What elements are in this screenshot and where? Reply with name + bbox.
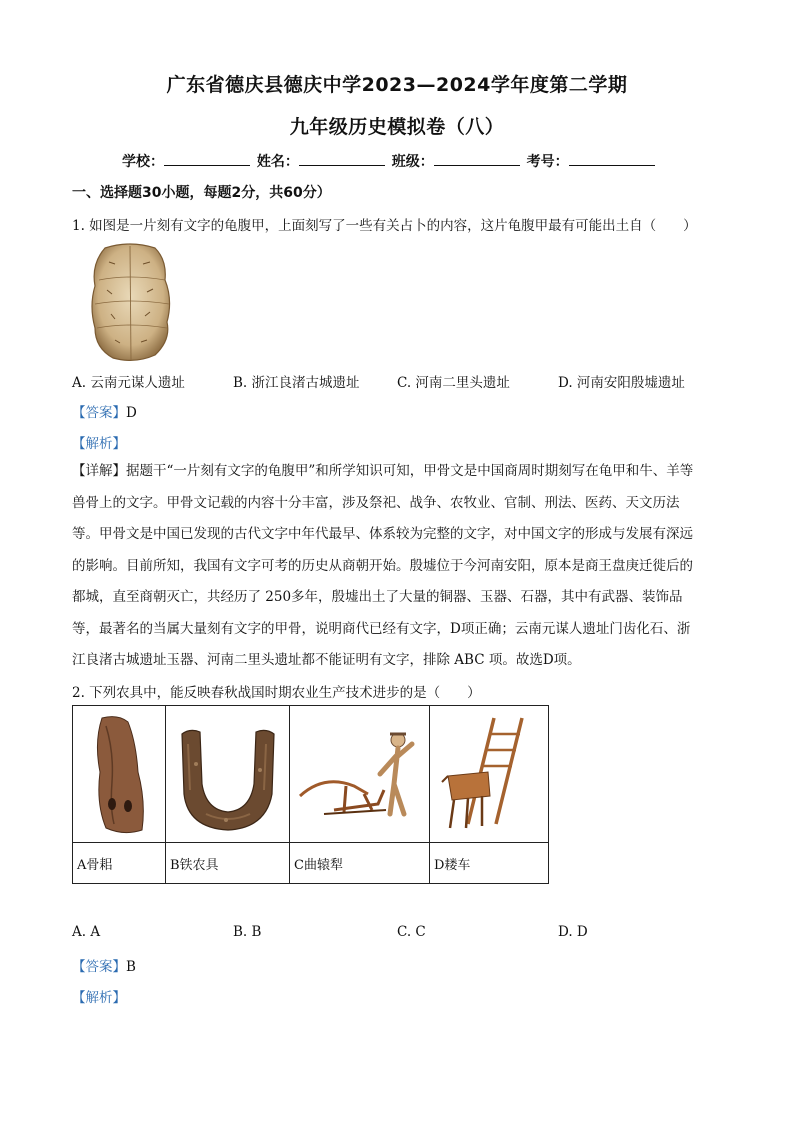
exam-number-blank[interactable] — [569, 153, 655, 166]
q2-option-a[interactable]: A. A — [72, 924, 101, 940]
q2-analysis-label: 【解析】 — [72, 990, 126, 1006]
q1-option-c[interactable]: C. 河南二里头遗址 — [397, 375, 510, 391]
curved-plough-icon — [294, 714, 426, 834]
student-info-line — [122, 151, 682, 171]
q1-option-d[interactable]: D. 河南安阳殷墟遗址 — [558, 375, 685, 391]
detail-line: 等，最著名的当属大量刻有文字的甲骨，说明商代已经有文字，D项正确；云南元谋人遗址门齿化石、浙 — [72, 620, 691, 637]
q1-analysis-label: 【解析】 — [72, 436, 126, 452]
answer-label: 【答案】 — [72, 405, 126, 421]
q2-option-d[interactable]: D. D — [558, 924, 588, 940]
exam-title-line2: 九年级历史模拟卷（八） — [289, 116, 505, 138]
name-field-label: 姓名： — [256, 154, 299, 170]
turtle-plastron-icon — [85, 240, 175, 365]
exam-number-field-label: 考号： — [526, 154, 569, 170]
q1-answer — [72, 401, 722, 421]
name-blank[interactable] — [299, 153, 385, 166]
q2-option-c[interactable]: C. C — [397, 924, 426, 940]
tool-caption: B铁农具 — [166, 843, 290, 884]
tool-image-cell — [73, 706, 166, 843]
tool-image-cell — [290, 706, 430, 843]
q2-tools-table — [72, 705, 549, 884]
tool-image-cell — [430, 706, 549, 843]
iron-tool-icon — [176, 714, 280, 834]
detail-line: 【详解】据题干“一片刻有文字的龟腹甲”和所学知识可知，甲骨文是中国商周时期刻写在龟甲和牛、羊等 — [72, 463, 694, 479]
school-field-label: 学校： — [122, 154, 164, 170]
seed-drill-icon — [434, 712, 544, 837]
q1-detail — [72, 456, 722, 677]
tool-caption: C曲辕犁 — [290, 843, 430, 884]
q1-option-a[interactable]: A. 云南元谋人遗址 — [72, 375, 185, 391]
tool-caption: A骨耜 — [73, 843, 166, 884]
answer-value: D — [126, 405, 137, 421]
section-heading: 一、选择题30小题，每题2分，共60分） — [72, 185, 331, 201]
q1-stem: 1. 如图是一片刻有文字的龟腹甲，上面刻写了一些有关占卜的内容，这片龟腹甲最有可能出土自（ ） — [72, 218, 697, 234]
detail-line: 都城，直至商朝灭亡，共经历了 250多年，殷墟出土了大量的铜器、玉器、石器，其中有武器、装饰品 — [72, 589, 683, 605]
detail-line: 等。甲骨文是中国已发现的古代文字中年代最早、体系较为完整的文字，对中国文字的形成与发展有深远 — [72, 526, 693, 542]
tool-image-cell — [166, 706, 290, 843]
bone-spade-icon — [84, 712, 154, 837]
detail-line: 江良渚古城遗址玉器、河南二里头遗址都不能证明有文字，排除 ABC 项。故选D项。 — [72, 652, 581, 668]
exam-title-line1: 广东省德庆县德庆中学2023—2024学年度第二学期 — [166, 74, 628, 96]
q2-answer — [72, 955, 722, 975]
school-blank[interactable] — [164, 153, 250, 166]
detail-line: 的影响。目前所知，我国有文字可考的历史从商朝开始。殷墟位于今河南安阳，原本是商王盘庚迁徙后的 — [72, 557, 693, 574]
q2-stem: 2. 下列农具中，能反映春秋战国时期农业生产技术进步的是（ ） — [72, 685, 481, 701]
q1-option-b[interactable]: B. 浙江良渚古城遗址 — [233, 375, 360, 391]
q2-option-b[interactable]: B. B — [233, 924, 262, 940]
tool-caption: D耧车 — [430, 843, 549, 884]
class-blank[interactable] — [434, 153, 520, 166]
detail-line: 兽骨上的文字。甲骨文记载的内容十分丰富，涉及祭祀、战争、农牧业、官制、刑法、医药、天文历法 — [72, 494, 680, 511]
class-field-label: 班级： — [391, 154, 434, 170]
answer-label: 【答案】 — [72, 959, 126, 975]
answer-value: B — [126, 959, 136, 975]
